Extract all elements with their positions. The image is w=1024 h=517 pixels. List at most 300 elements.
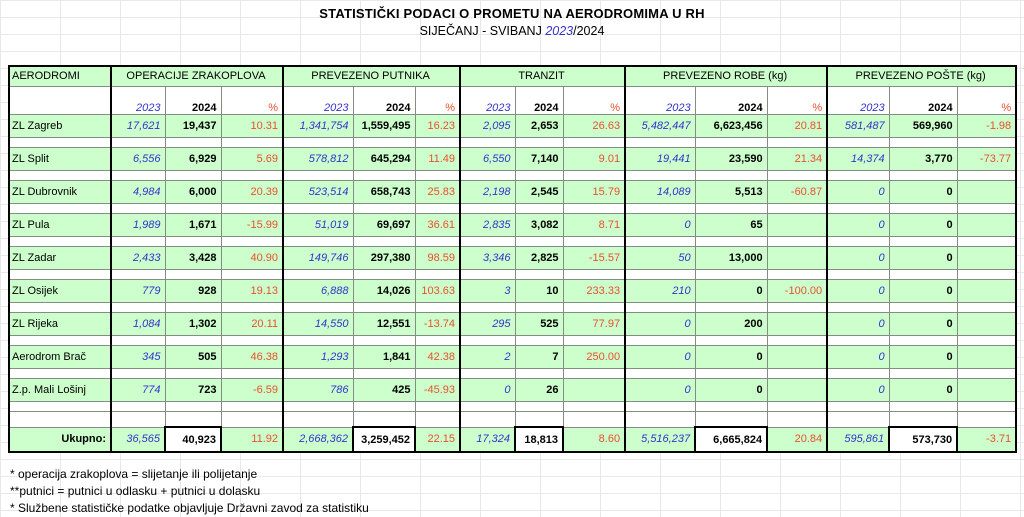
spacer-cell xyxy=(111,302,165,312)
spacer-cell xyxy=(563,137,625,147)
value-2024: 5,513 xyxy=(695,180,767,203)
spacer-cell xyxy=(415,411,460,427)
row-label: ZL Dubrovnik xyxy=(9,180,111,203)
spacer-cell xyxy=(165,302,221,312)
spacer-cell xyxy=(283,203,353,213)
value-2023: 523,514 xyxy=(283,180,353,203)
value-2024: 658,743 xyxy=(353,180,415,203)
row-label: ZL Rijeka xyxy=(9,312,111,335)
value-2023: 1,341,754 xyxy=(283,114,353,137)
spacer-cell xyxy=(111,335,165,345)
total-percent: 20.84 xyxy=(767,427,827,452)
spacer-cell xyxy=(111,170,165,180)
column-header-aerodromi: AERODROMI xyxy=(9,66,111,86)
subheader-2024: 2024 xyxy=(889,86,957,114)
spacer-cell xyxy=(460,236,515,246)
spacer-cell xyxy=(889,137,957,147)
value-2024: 23,590 xyxy=(695,147,767,170)
value-2023: 3 xyxy=(460,279,515,302)
subheader-2023: 2023 xyxy=(827,86,889,114)
spacer-cell xyxy=(827,203,889,213)
value-2024: 1,559,495 xyxy=(353,114,415,137)
spacer-cell xyxy=(827,302,889,312)
value-percent: 8.71 xyxy=(563,213,625,236)
spacer-row xyxy=(9,236,1016,246)
subheader-2024: 2024 xyxy=(695,86,767,114)
column-group-header-1: PREVEZENO PUTNIKA xyxy=(283,66,460,86)
table-row xyxy=(9,378,1016,401)
spacer-cell xyxy=(460,401,515,411)
spacer-cell xyxy=(625,137,695,147)
spacer-cell xyxy=(111,368,165,378)
value-2023: 50 xyxy=(625,246,695,269)
spacer-cell xyxy=(111,203,165,213)
value-2023: 0 xyxy=(827,213,889,236)
value-percent xyxy=(767,246,827,269)
subheader-2023: 2023 xyxy=(283,86,353,114)
value-2024: 0 xyxy=(889,279,957,302)
page-title: STATISTIČKI PODACI O PROMETU NA AERODROMIMA U RH xyxy=(319,6,705,21)
subheader-percent: % xyxy=(957,86,1016,114)
spacer-cell xyxy=(165,335,221,345)
table-row xyxy=(9,213,1016,236)
spacer-cell xyxy=(221,137,283,147)
value-2024: 200 xyxy=(695,312,767,335)
spacer-cell xyxy=(353,411,415,427)
spacer-cell xyxy=(165,401,221,411)
spacer-cell xyxy=(111,411,165,427)
value-2024: 69,697 xyxy=(353,213,415,236)
value-percent: 42.38 xyxy=(415,345,460,368)
spacer-cell xyxy=(9,203,111,213)
spacer-cell xyxy=(625,269,695,279)
subtitle-range: SIJEČANJ - SVIBANJ xyxy=(419,24,546,38)
spacer-cell xyxy=(957,203,1016,213)
spacer-cell xyxy=(415,137,460,147)
value-2024: 723 xyxy=(165,378,221,401)
spacer-cell xyxy=(767,137,827,147)
value-2023: 0 xyxy=(827,246,889,269)
spacer-cell xyxy=(767,401,827,411)
value-percent xyxy=(767,312,827,335)
spacer-cell xyxy=(625,368,695,378)
spacer-row xyxy=(9,411,1016,427)
spacer-cell xyxy=(460,335,515,345)
value-percent: 10.31 xyxy=(221,114,283,137)
spacer-cell xyxy=(695,269,767,279)
total-2024: 573,730 xyxy=(889,427,957,452)
spacer-cell xyxy=(625,335,695,345)
value-2024: 928 xyxy=(165,279,221,302)
page-subtitle xyxy=(0,24,1024,38)
total-2023: 36,565 xyxy=(111,427,165,452)
table-body xyxy=(9,114,1016,452)
spacer-cell xyxy=(111,137,165,147)
value-2023: 1,084 xyxy=(111,312,165,335)
value-2024: 0 xyxy=(889,180,957,203)
value-2023: 5,482,447 xyxy=(625,114,695,137)
subheader-percent: % xyxy=(415,86,460,114)
spacer-row xyxy=(9,137,1016,147)
total-2024: 6,665,824 xyxy=(695,427,767,452)
spacer-cell xyxy=(695,401,767,411)
spacer-cell xyxy=(957,302,1016,312)
value-2023: 14,374 xyxy=(827,147,889,170)
spacer-cell xyxy=(353,236,415,246)
value-2023: 0 xyxy=(827,312,889,335)
spacer-cell xyxy=(625,302,695,312)
spacer-cell xyxy=(9,368,111,378)
value-percent: 16.23 xyxy=(415,114,460,137)
value-2024: 2,653 xyxy=(515,114,563,137)
row-label: ZL Zagreb xyxy=(9,114,111,137)
spacer-cell xyxy=(460,368,515,378)
spacer-cell xyxy=(165,203,221,213)
spacer-cell xyxy=(9,335,111,345)
spacer-cell xyxy=(767,302,827,312)
spacer-cell xyxy=(957,401,1016,411)
value-2023: 0 xyxy=(827,345,889,368)
total-2024: 40,923 xyxy=(165,427,221,452)
value-percent xyxy=(957,312,1016,335)
value-2023: 149,746 xyxy=(283,246,353,269)
spacer-cell xyxy=(957,137,1016,147)
spacer-cell xyxy=(695,170,767,180)
spacer-cell xyxy=(415,170,460,180)
spacer-cell xyxy=(515,269,563,279)
spacer-cell xyxy=(283,411,353,427)
spacer-cell xyxy=(283,236,353,246)
subtitle-year-prev: 2023 xyxy=(545,24,574,38)
value-2023: 4,984 xyxy=(111,180,165,203)
spacer-cell xyxy=(827,368,889,378)
spacer-cell xyxy=(460,170,515,180)
spacer-cell xyxy=(353,203,415,213)
value-percent xyxy=(957,213,1016,236)
spacer-cell xyxy=(221,411,283,427)
value-2024: 12,551 xyxy=(353,312,415,335)
spacer-cell xyxy=(563,170,625,180)
spacer-cell xyxy=(283,170,353,180)
spacer-cell xyxy=(889,203,957,213)
spacer-cell xyxy=(353,269,415,279)
spacer-cell xyxy=(415,368,460,378)
value-percent: -45.93 xyxy=(415,378,460,401)
spacer-cell xyxy=(889,269,957,279)
spacer-cell xyxy=(283,137,353,147)
value-percent: 98.59 xyxy=(415,246,460,269)
spacer-cell xyxy=(460,137,515,147)
value-2024: 0 xyxy=(695,345,767,368)
spacer-cell xyxy=(625,203,695,213)
value-2024: 1,671 xyxy=(165,213,221,236)
spacer-cell xyxy=(957,236,1016,246)
row-label: ZL Osijek xyxy=(9,279,111,302)
spacer-cell xyxy=(353,137,415,147)
spacer-cell xyxy=(460,411,515,427)
spacer-cell xyxy=(563,269,625,279)
value-2023: 295 xyxy=(460,312,515,335)
spacer-cell xyxy=(353,401,415,411)
row-label: Aerodrom Brač xyxy=(9,345,111,368)
row-label: Z.p. Mali Lošinj xyxy=(9,378,111,401)
spacer-cell xyxy=(889,401,957,411)
value-2024: 10 xyxy=(515,279,563,302)
spacer-cell xyxy=(221,302,283,312)
value-percent: 20.11 xyxy=(221,312,283,335)
footnote-operations: * operacija zrakoplova = slijetanje ili polijetanje xyxy=(10,467,258,481)
value-percent: -1.98 xyxy=(957,114,1016,137)
value-percent: 15.79 xyxy=(563,180,625,203)
footnote-source: * Službene statističke podatke objavljuje Državni zavod za statistiku xyxy=(10,501,369,515)
spacer-cell xyxy=(695,203,767,213)
spacer-cell xyxy=(9,302,111,312)
value-2023: 1,293 xyxy=(283,345,353,368)
total-2023: 595,861 xyxy=(827,427,889,452)
value-percent xyxy=(957,345,1016,368)
spacer-cell xyxy=(9,170,111,180)
spacer-cell xyxy=(827,170,889,180)
value-percent xyxy=(957,180,1016,203)
value-percent: -73.77 xyxy=(957,147,1016,170)
value-2023: 19,441 xyxy=(625,147,695,170)
row-label: ZL Zadar xyxy=(9,246,111,269)
value-percent: -100.00 xyxy=(767,279,827,302)
value-2024: 14,026 xyxy=(353,279,415,302)
spacer-cell xyxy=(111,236,165,246)
value-2023: 1,989 xyxy=(111,213,165,236)
spacer-cell xyxy=(767,203,827,213)
table-row xyxy=(9,180,1016,203)
value-2024: 645,294 xyxy=(353,147,415,170)
spacer-cell xyxy=(957,170,1016,180)
spacer-cell xyxy=(9,411,111,427)
value-percent: -15.57 xyxy=(563,246,625,269)
spacer-cell xyxy=(515,411,563,427)
value-2023: 2,095 xyxy=(460,114,515,137)
value-2024: 0 xyxy=(889,213,957,236)
spacer-cell xyxy=(165,170,221,180)
spacer-cell xyxy=(889,236,957,246)
value-percent: -6.59 xyxy=(221,378,283,401)
spacer-cell xyxy=(9,137,111,147)
table-row xyxy=(9,246,1016,269)
subtitle-year-curr: 2024 xyxy=(576,24,605,38)
value-2024: 0 xyxy=(889,378,957,401)
value-2023: 14,089 xyxy=(625,180,695,203)
table-row xyxy=(9,312,1016,335)
spacer-cell xyxy=(353,170,415,180)
spacer-cell xyxy=(695,368,767,378)
value-2023: 210 xyxy=(625,279,695,302)
airport-statistics-table xyxy=(8,65,1017,453)
total-row xyxy=(9,427,1016,452)
value-percent: 19.13 xyxy=(221,279,283,302)
value-percent: 250.00 xyxy=(563,345,625,368)
spacer-cell xyxy=(957,368,1016,378)
spacer-cell xyxy=(827,411,889,427)
value-2024: 525 xyxy=(515,312,563,335)
spacer-cell xyxy=(165,411,221,427)
spacer-cell xyxy=(515,170,563,180)
value-2023: 17,621 xyxy=(111,114,165,137)
total-label: Ukupno: xyxy=(9,427,111,452)
value-2024: 2,825 xyxy=(515,246,563,269)
value-2023: 2,433 xyxy=(111,246,165,269)
value-percent: 9.01 xyxy=(563,147,625,170)
spacer-cell xyxy=(827,236,889,246)
value-percent: 20.81 xyxy=(767,114,827,137)
value-2023: 6,550 xyxy=(460,147,515,170)
spacer-cell xyxy=(221,335,283,345)
spacer-cell xyxy=(515,236,563,246)
value-percent: 233.33 xyxy=(563,279,625,302)
value-2024: 3,770 xyxy=(889,147,957,170)
spacer-cell xyxy=(460,269,515,279)
value-2023: 345 xyxy=(111,345,165,368)
spacer-cell xyxy=(9,401,111,411)
value-2023: 0 xyxy=(827,279,889,302)
spacer-cell xyxy=(625,411,695,427)
value-2023: 3,346 xyxy=(460,246,515,269)
spacer-cell xyxy=(767,236,827,246)
value-2024: 425 xyxy=(353,378,415,401)
value-2024: 505 xyxy=(165,345,221,368)
empty-header-cell xyxy=(9,86,111,114)
spacer-cell xyxy=(415,401,460,411)
spacer-cell xyxy=(563,236,625,246)
value-2024: 3,428 xyxy=(165,246,221,269)
spacer-cell xyxy=(460,302,515,312)
spacer-cell xyxy=(9,236,111,246)
table-row xyxy=(9,147,1016,170)
value-2024: 6,000 xyxy=(165,180,221,203)
spacer-row xyxy=(9,401,1016,411)
total-2023: 5,516,237 xyxy=(625,427,695,452)
spacer-cell xyxy=(221,368,283,378)
spacer-cell xyxy=(165,368,221,378)
value-percent xyxy=(957,279,1016,302)
value-2023: 2,835 xyxy=(460,213,515,236)
spacer-cell xyxy=(889,302,957,312)
total-percent: 22.15 xyxy=(415,427,460,452)
value-2023: 581,487 xyxy=(827,114,889,137)
spacer-cell xyxy=(957,335,1016,345)
spacer-cell xyxy=(889,170,957,180)
total-percent: 11.92 xyxy=(221,427,283,452)
spacer-cell xyxy=(515,401,563,411)
column-group-header-3: PREVEZENO ROBE (kg) xyxy=(625,66,827,86)
spacer-cell xyxy=(353,302,415,312)
value-2023: 51,019 xyxy=(283,213,353,236)
value-2024: 2,545 xyxy=(515,180,563,203)
value-2024: 6,929 xyxy=(165,147,221,170)
table-row xyxy=(9,279,1016,302)
value-percent xyxy=(767,378,827,401)
table-row xyxy=(9,345,1016,368)
spacer-cell xyxy=(515,335,563,345)
spacer-cell xyxy=(415,269,460,279)
total-2024: 3,259,452 xyxy=(353,427,415,452)
spacer-cell xyxy=(767,368,827,378)
spacer-row xyxy=(9,368,1016,378)
subheader-2023: 2023 xyxy=(460,86,515,114)
value-2023: 0 xyxy=(625,312,695,335)
spacer-cell xyxy=(889,411,957,427)
spacer-cell xyxy=(415,236,460,246)
value-2023: 774 xyxy=(111,378,165,401)
value-2023: 14,550 xyxy=(283,312,353,335)
spacer-cell xyxy=(957,269,1016,279)
spacer-row xyxy=(9,302,1016,312)
total-percent: -3.71 xyxy=(957,427,1016,452)
spacer-cell xyxy=(415,335,460,345)
value-percent: -15.99 xyxy=(221,213,283,236)
spacer-cell xyxy=(221,236,283,246)
value-percent xyxy=(957,378,1016,401)
spacer-cell xyxy=(515,137,563,147)
spacer-cell xyxy=(563,411,625,427)
value-2024: 569,960 xyxy=(889,114,957,137)
value-2024: 65 xyxy=(695,213,767,236)
footnotes xyxy=(10,466,1024,517)
value-2024: 13,000 xyxy=(695,246,767,269)
column-group-header-2: TRANZIT xyxy=(460,66,625,86)
value-percent: 40.90 xyxy=(221,246,283,269)
spacer-cell xyxy=(415,302,460,312)
value-2023: 0 xyxy=(625,378,695,401)
spacer-cell xyxy=(165,269,221,279)
spacer-cell xyxy=(353,335,415,345)
subheader-2024: 2024 xyxy=(353,86,415,114)
value-percent: 77.97 xyxy=(563,312,625,335)
spacer-cell xyxy=(283,368,353,378)
spacer-cell xyxy=(563,401,625,411)
spacer-row xyxy=(9,203,1016,213)
spacer-cell xyxy=(827,269,889,279)
spacer-cell xyxy=(625,401,695,411)
total-2024: 18,813 xyxy=(515,427,563,452)
value-2023: 6,556 xyxy=(111,147,165,170)
table-row xyxy=(9,114,1016,137)
value-2024: 0 xyxy=(695,279,767,302)
value-percent xyxy=(563,378,625,401)
value-2024: 0 xyxy=(695,378,767,401)
value-2024: 1,841 xyxy=(353,345,415,368)
spacer-cell xyxy=(695,335,767,345)
spacer-cell xyxy=(283,269,353,279)
value-percent: 20.39 xyxy=(221,180,283,203)
spacer-cell xyxy=(889,368,957,378)
value-2023: 0 xyxy=(625,345,695,368)
spacer-cell xyxy=(165,137,221,147)
value-2024: 0 xyxy=(889,345,957,368)
spacer-cell xyxy=(767,269,827,279)
table-header xyxy=(9,66,1016,114)
total-percent: 8.60 xyxy=(563,427,625,452)
value-2023: 2 xyxy=(460,345,515,368)
spacer-cell xyxy=(827,335,889,345)
spacer-cell xyxy=(515,203,563,213)
value-2023: 6,888 xyxy=(283,279,353,302)
value-2024: 7 xyxy=(515,345,563,368)
value-percent xyxy=(767,345,827,368)
spacer-cell xyxy=(695,411,767,427)
value-percent: 25.83 xyxy=(415,180,460,203)
spacer-cell xyxy=(515,302,563,312)
spacer-cell xyxy=(283,335,353,345)
spacer-cell xyxy=(767,170,827,180)
